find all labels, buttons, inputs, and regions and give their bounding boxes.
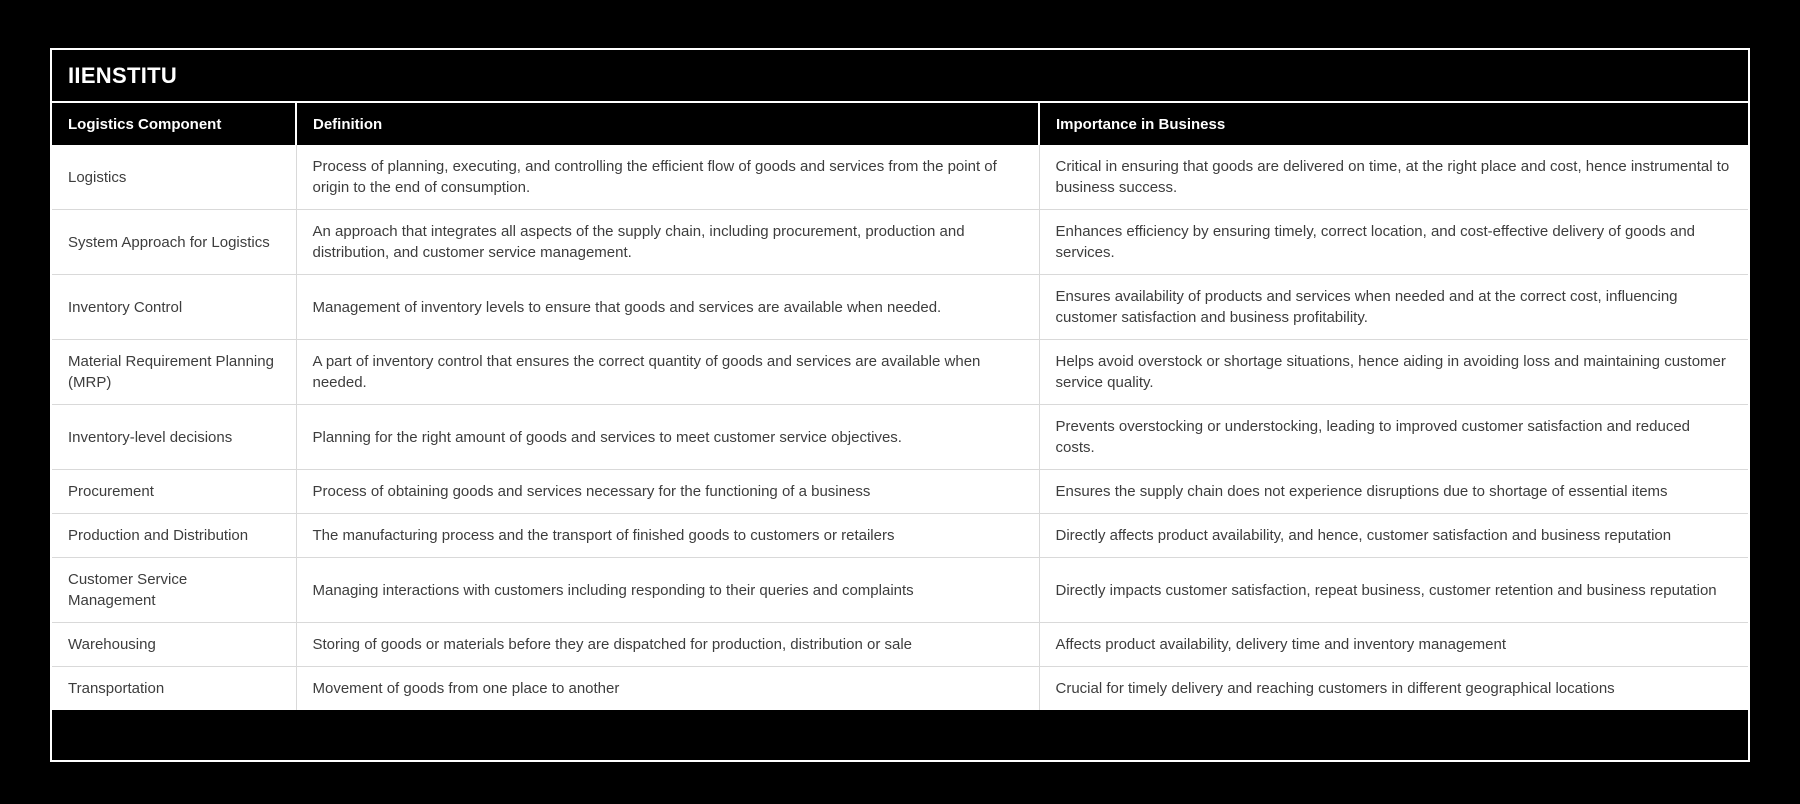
header-row bbox=[52, 103, 1748, 145]
cell-component: Warehousing bbox=[52, 623, 296, 667]
cell-component: Transportation bbox=[52, 667, 296, 711]
cell-importance: Prevents overstocking or understocking, leading to improved customer satisfaction and reduced costs. bbox=[1039, 405, 1748, 470]
table-row bbox=[52, 210, 1748, 275]
cell-component: Material Requirement Planning (MRP) bbox=[52, 340, 296, 405]
cell-component: Inventory-level decisions bbox=[52, 405, 296, 470]
table-row bbox=[52, 667, 1748, 711]
cell-definition: A part of inventory control that ensures the correct quantity of goods and services are available when needed. bbox=[296, 340, 1039, 405]
cell-importance: Affects product availability, delivery time and inventory management bbox=[1039, 623, 1748, 667]
cell-importance: Critical in ensuring that goods are delivered on time, at the right place and cost, hence instrumental to business success. bbox=[1039, 145, 1748, 210]
table-row bbox=[52, 514, 1748, 558]
table-row bbox=[52, 470, 1748, 514]
cell-definition: Process of obtaining goods and services necessary for the functioning of a business bbox=[296, 470, 1039, 514]
table-row bbox=[52, 275, 1748, 340]
cell-definition: Management of inventory levels to ensure that goods and services are available when needed. bbox=[296, 275, 1039, 340]
logistics-table bbox=[52, 103, 1748, 710]
cell-definition: Movement of goods from one place to another bbox=[296, 667, 1039, 711]
cell-component: System Approach for Logistics bbox=[52, 210, 296, 275]
cell-component: Inventory Control bbox=[52, 275, 296, 340]
cell-importance: Helps avoid overstock or shortage situations, hence aiding in avoiding loss and maintaining customer service quality. bbox=[1039, 340, 1748, 405]
cell-component: Logistics bbox=[52, 145, 296, 210]
cell-component: Customer Service Management bbox=[52, 558, 296, 623]
cell-importance: Ensures the supply chain does not experience disruptions due to shortage of essential items bbox=[1039, 470, 1748, 514]
brand-title: IIENSTITU bbox=[52, 50, 1748, 103]
table-row bbox=[52, 405, 1748, 470]
table-row bbox=[52, 623, 1748, 667]
table-body bbox=[52, 145, 1748, 710]
table-row bbox=[52, 145, 1748, 210]
cell-definition: An approach that integrates all aspects of the supply chain, including procurement, production and distribution, and customer service management. bbox=[296, 210, 1039, 275]
cell-definition: Process of planning, executing, and controlling the efficient flow of goods and services from the point of origin to the end of consumption. bbox=[296, 145, 1039, 210]
cell-definition: Planning for the right amount of goods and services to meet customer service objectives. bbox=[296, 405, 1039, 470]
column-header-logistics-component: Logistics Component bbox=[52, 103, 296, 145]
cell-component: Production and Distribution bbox=[52, 514, 296, 558]
cell-definition: The manufacturing process and the transport of finished goods to customers or retailers bbox=[296, 514, 1039, 558]
logistics-table-card bbox=[50, 48, 1750, 762]
cell-definition: Storing of goods or materials before they are dispatched for production, distribution or sale bbox=[296, 623, 1039, 667]
cell-importance: Directly impacts customer satisfaction, repeat business, customer retention and business reputation bbox=[1039, 558, 1748, 623]
cell-importance: Enhances efficiency by ensuring timely, correct location, and cost-effective delivery of goods and services. bbox=[1039, 210, 1748, 275]
column-header-definition: Definition bbox=[296, 103, 1039, 145]
table-header bbox=[52, 103, 1748, 145]
cell-component: Procurement bbox=[52, 470, 296, 514]
cell-importance: Ensures availability of products and services when needed and at the correct cost, influencing customer satisfaction and business profitability. bbox=[1039, 275, 1748, 340]
column-header-importance: Importance in Business bbox=[1039, 103, 1748, 145]
cell-importance: Directly affects product availability, and hence, customer satisfaction and business reputation bbox=[1039, 514, 1748, 558]
table-row bbox=[52, 340, 1748, 405]
cell-importance: Crucial for timely delivery and reaching customers in different geographical locations bbox=[1039, 667, 1748, 711]
table-row bbox=[52, 558, 1748, 623]
cell-definition: Managing interactions with customers including responding to their queries and complaints bbox=[296, 558, 1039, 623]
